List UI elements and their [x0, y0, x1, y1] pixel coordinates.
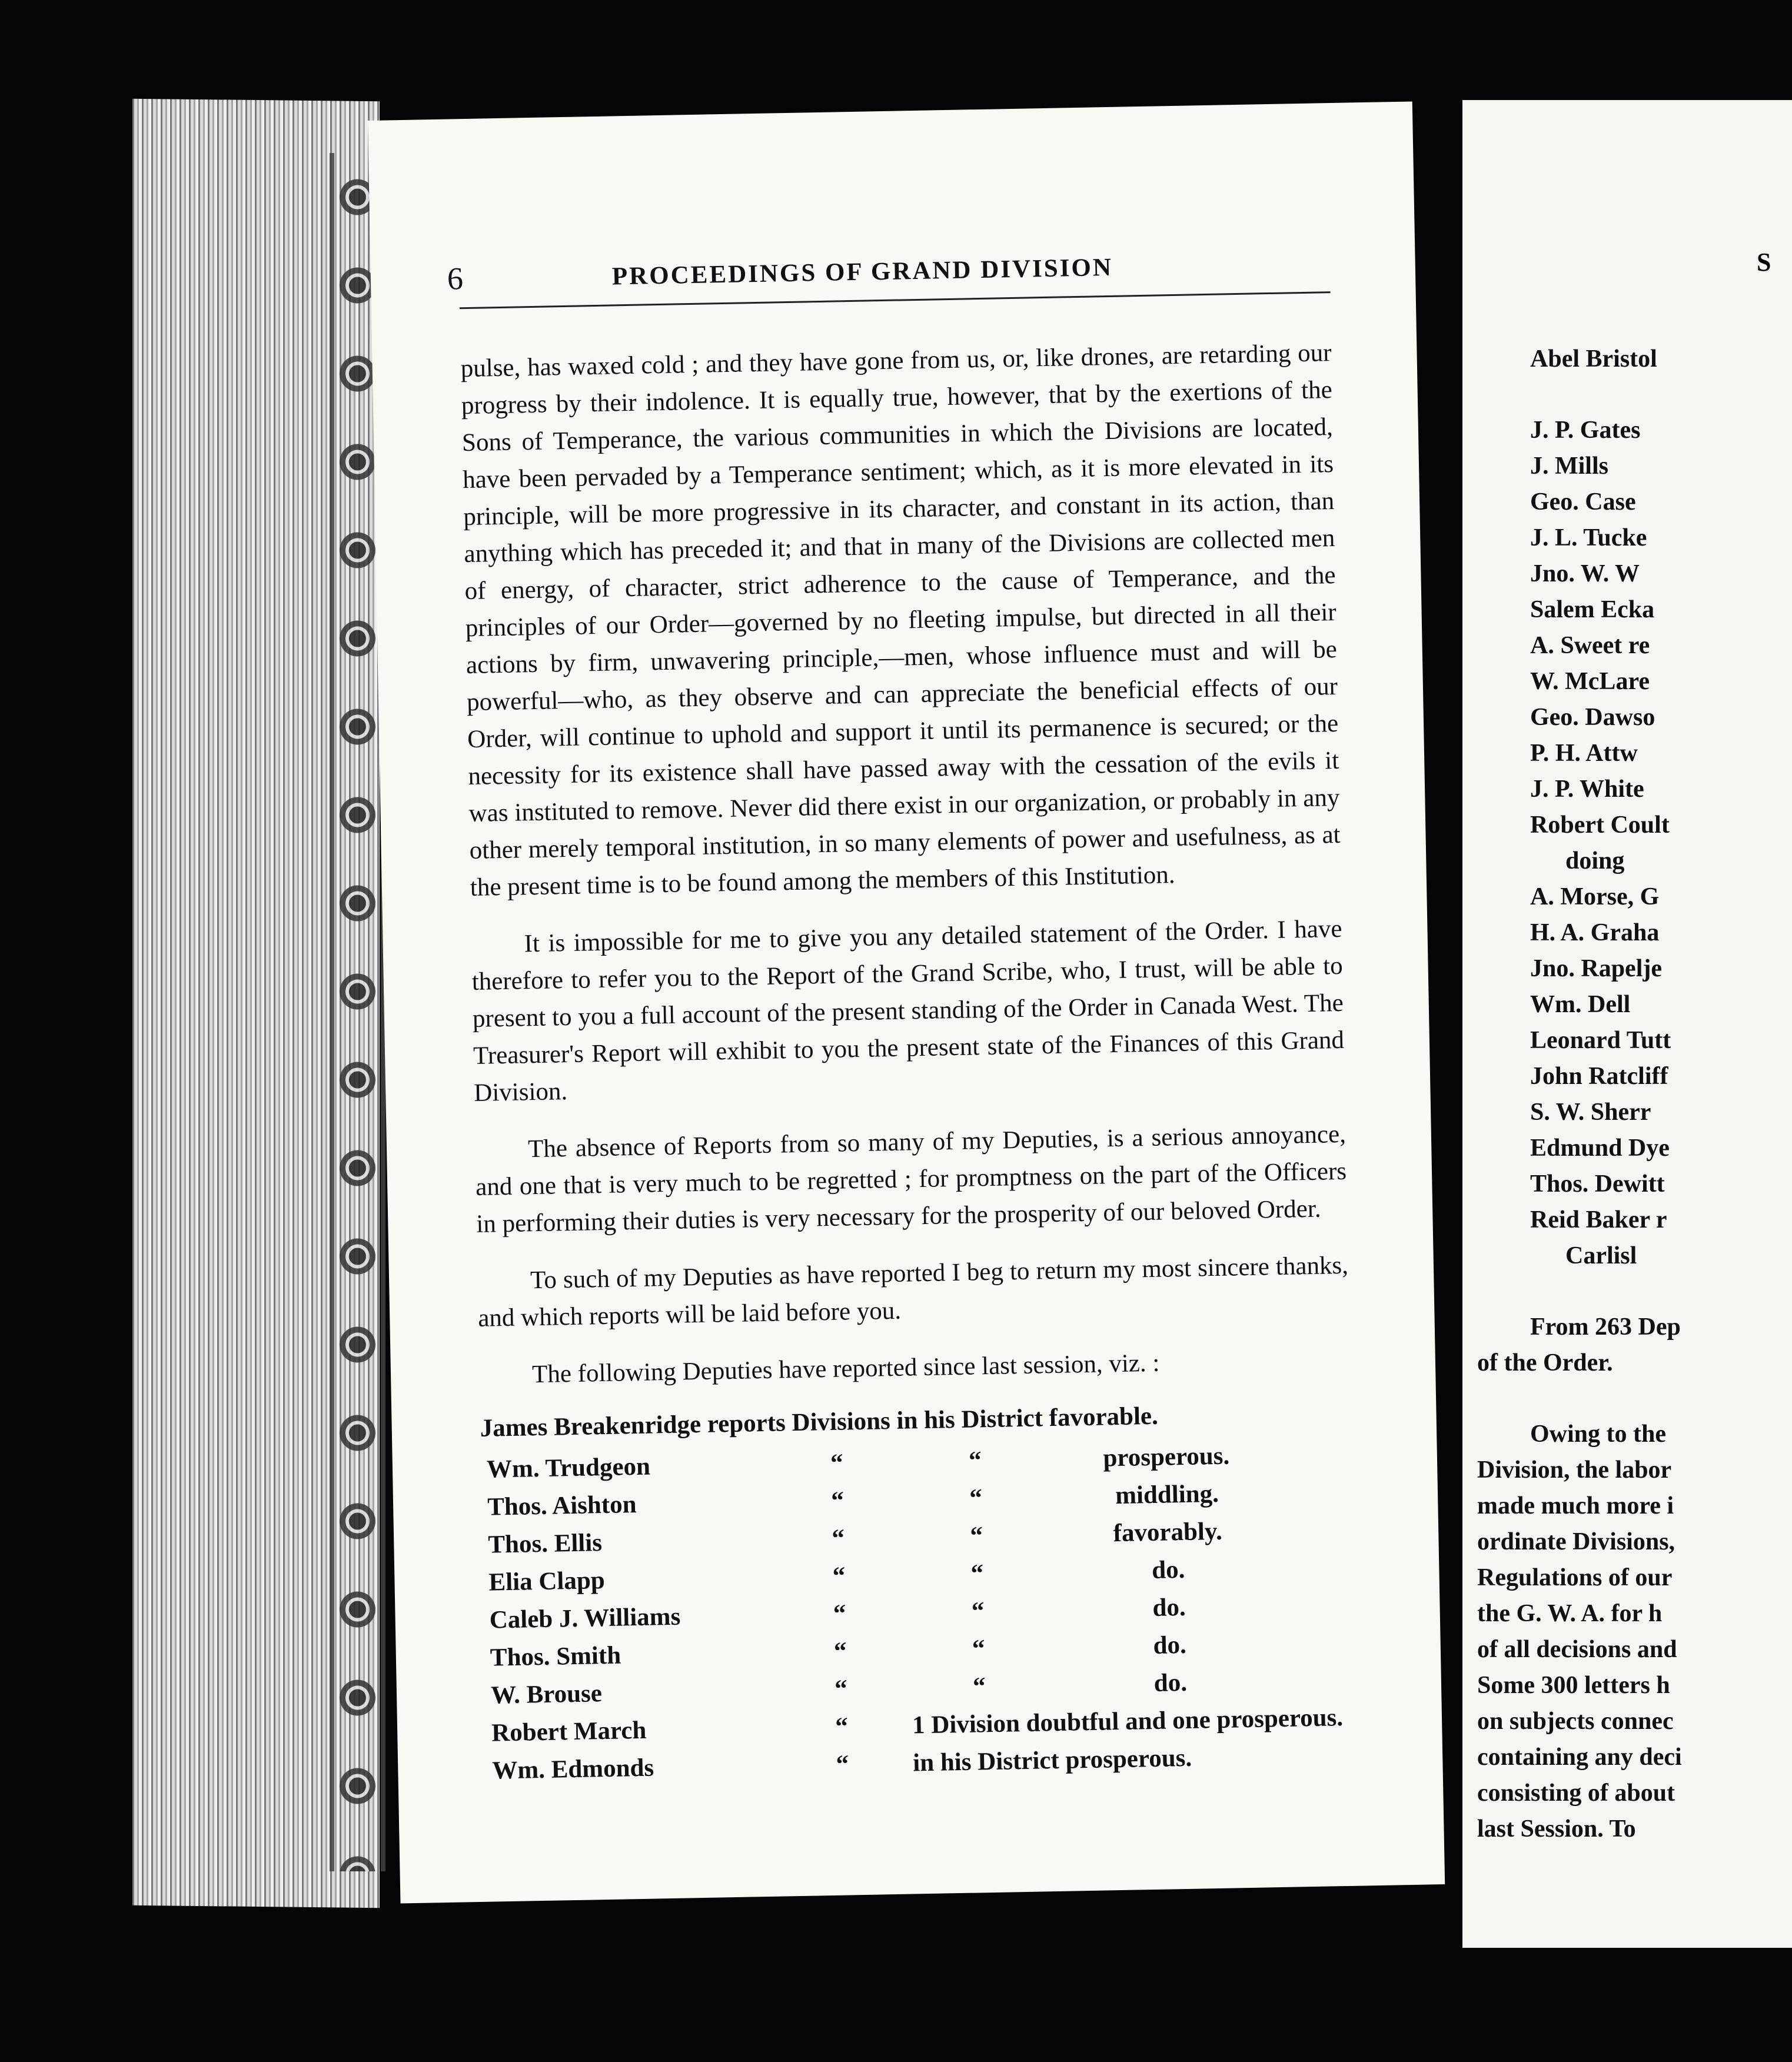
right-bold-line: of all decisions and	[1477, 1636, 1677, 1663]
ditto-mark: “	[968, 1446, 982, 1475]
report-status: 1 Division doubtful and one prosperous.	[912, 1704, 1344, 1740]
right-bold-line: ordinate Divisions,	[1477, 1528, 1675, 1555]
right-gap	[1530, 1381, 1771, 1416]
ditto-mark: “	[970, 1559, 984, 1588]
report-status: do.	[1153, 1668, 1188, 1697]
deputy-name: Thos. Ellis	[487, 1529, 603, 1559]
right-name-line: Carlisl	[1565, 1242, 1637, 1269]
report-status: in his District prosperous.	[912, 1744, 1192, 1777]
right-name-line: Salem Ecka	[1530, 596, 1655, 623]
right-name-list	[1530, 413, 1771, 1274]
deputy-name: Thos. Smith	[490, 1641, 621, 1672]
ditto-mark: “	[970, 1522, 983, 1550]
report-status: favorably.	[1113, 1517, 1223, 1548]
right-bold-line: on subjects connec	[1477, 1708, 1674, 1735]
report-status: do.	[1153, 1631, 1187, 1659]
right-bold-line: made much more i	[1477, 1492, 1674, 1519]
ditto-mark: “	[834, 1675, 848, 1703]
right-bold-line: Regulations of our	[1477, 1564, 1673, 1591]
right-name-line: Leonard Tutt	[1530, 1027, 1671, 1054]
paragraph-3: The absence of Reports from so many of my Deputies, is a serious annoyance, and one that is very much to be regretted ; for promptness on the part of the Officers in performing their duties is very necessary for the prosperity of our beloved Order.	[475, 1120, 1347, 1238]
deputy-name: Wm. Trudgeon	[486, 1452, 651, 1484]
deputy-name: Thos. Aishton	[487, 1491, 637, 1521]
reports-intro-line: James Breakenridge reports Divisions in his District favorable.	[480, 1402, 1159, 1442]
deputy-name: Elia Clapp	[488, 1567, 606, 1597]
right-name-line: J. L. Tucke	[1530, 524, 1647, 551]
paragraph-5: The following Deputies have reported since last session, viz. :	[531, 1349, 1160, 1389]
right-name-line: Reid Baker r	[1530, 1206, 1667, 1233]
right-name-line: A. Sweet re	[1530, 632, 1650, 659]
right-name-line: Thos. Dewitt	[1530, 1170, 1665, 1198]
right-name-line: W. McLare	[1530, 668, 1650, 695]
right-gap	[1530, 1274, 1771, 1309]
right-name-line: J. P. White	[1530, 776, 1644, 803]
right-bold-paragraph	[1477, 1416, 1771, 1847]
ditto-mark: “	[835, 1712, 849, 1741]
deputy-name: Robert March	[491, 1716, 647, 1747]
right-name-line: H. A. Graha	[1530, 919, 1660, 946]
right-name-line: A. Morse, G	[1530, 883, 1660, 910]
ditto-mark: “	[833, 1637, 847, 1665]
paragraph-1: pulse, has waxed cold ; and they have gone from us, or, like drones, are retarding our progress by their indolence. It is equally true, however, that by the exertions of the Sons of Temperance, the various communities in which the Divisions are located, have been pervaded by a Temperance sentiment; which, as it is more elevated in its principle, will be more progressive in its character, and constant in its action, than anything which has preceded it; and that in many of the Divisions are collected men of energy, of character, strict adherence to the cause of Temperance, and the principles of our Order—governed by no fleeting impulse, but directed in all their actions by firm, unwavering principle,—men, whose influence must and will be powerful—who, as they observe and can appreciate the beneficial effects of our Order, will continue to uphold and support it until its permanence is secured; or the necessity for its existence shall have passed away with the cessation of the evils it was instituted to remove. Never did there exist in our organization, or probably in any other merely temporal institution, in so many elements of power and usefulness, as at the present time is to be found among the members of this Institution.	[460, 339, 1341, 902]
right-bold-line: consisting of about	[1477, 1780, 1675, 1807]
deputy-name: Caleb J. Williams	[489, 1602, 681, 1634]
right-name-line: P. H. Attw	[1530, 740, 1638, 767]
right-name-line: doing	[1565, 847, 1625, 874]
ditto-mark: “	[832, 1524, 845, 1552]
right-name-line: Jno. Rapelje	[1530, 955, 1662, 982]
right-bold-line: last Session. To	[1477, 1815, 1636, 1843]
right-bold-line: the G. W. A. for h	[1477, 1600, 1663, 1627]
right-gap	[1530, 377, 1771, 413]
ditto-mark: “	[830, 1486, 845, 1515]
paragraph-2: It is impossible for me to give you any detailed statement of the Order. I have therefore to refer you to the Report of the Grand Scribe, who, I trust, will be able to present to you a full account of the present standing of the Order in Canada West. The Treasurer's Report will exhibit to you the present state of the Finances of this Grand Division.	[471, 914, 1345, 1107]
right-name-line: Wm. Dell	[1530, 991, 1631, 1018]
ditto-mark: “	[833, 1599, 846, 1628]
left-page-content	[447, 244, 1358, 1794]
right-bold-line: Division, the labor	[1477, 1456, 1672, 1484]
right-line: From 263 Dep	[1530, 1313, 1681, 1341]
deputy-reports-table	[480, 1398, 1358, 1794]
right-bold-line: containing any deci	[1477, 1744, 1682, 1771]
right-page-content	[1477, 341, 1771, 1847]
right-name-line: J. Mills	[1530, 453, 1608, 480]
ditto-mark: “	[832, 1562, 846, 1590]
running-head	[447, 244, 1330, 309]
page-number: 6	[447, 261, 464, 297]
right-name-line: Jno. W. W	[1530, 560, 1640, 587]
left-page	[368, 101, 1445, 1903]
report-status: prosperous.	[1103, 1442, 1230, 1472]
report-status: do.	[1152, 1593, 1186, 1622]
right-page	[1462, 100, 1792, 1948]
ditto-mark: “	[972, 1672, 986, 1701]
ditto-mark: “	[836, 1750, 849, 1778]
deputy-name: W. Brouse	[490, 1679, 603, 1710]
right-bold-line: Some 300 letters h	[1477, 1672, 1670, 1699]
right-name-line: John Ratcliff	[1530, 1063, 1668, 1090]
report-status: middling.	[1115, 1479, 1219, 1510]
right-running-head: S	[1757, 248, 1771, 277]
right-name-line: Robert Coult	[1530, 812, 1670, 839]
report-status: do.	[1151, 1555, 1185, 1584]
right-line: Abel Bristol	[1530, 345, 1657, 373]
deputy-name: Wm. Edmonds	[491, 1754, 654, 1785]
ditto-mark: “	[830, 1449, 844, 1477]
right-line: of the Order.	[1477, 1349, 1613, 1376]
right-bold-line: Owing to the	[1530, 1421, 1666, 1448]
right-name-line: Geo. Case	[1530, 488, 1636, 516]
right-name-line: Geo. Dawso	[1530, 704, 1655, 731]
ditto-mark: “	[972, 1635, 985, 1663]
right-name-line: J. P. Gates	[1530, 417, 1641, 444]
right-name-line: S. W. Sherr	[1530, 1099, 1651, 1126]
right-name-line: Edmund Dye	[1530, 1135, 1670, 1162]
ditto-mark: “	[971, 1597, 985, 1625]
running-head-title: PROCEEDINGS OF GRAND DIVISION	[611, 253, 1113, 291]
ditto-mark: “	[969, 1484, 983, 1512]
paragraph-4: To such of my Deputies as have reported I beg to return my most sincere thanks, and which reports will be laid before you.	[477, 1251, 1349, 1332]
